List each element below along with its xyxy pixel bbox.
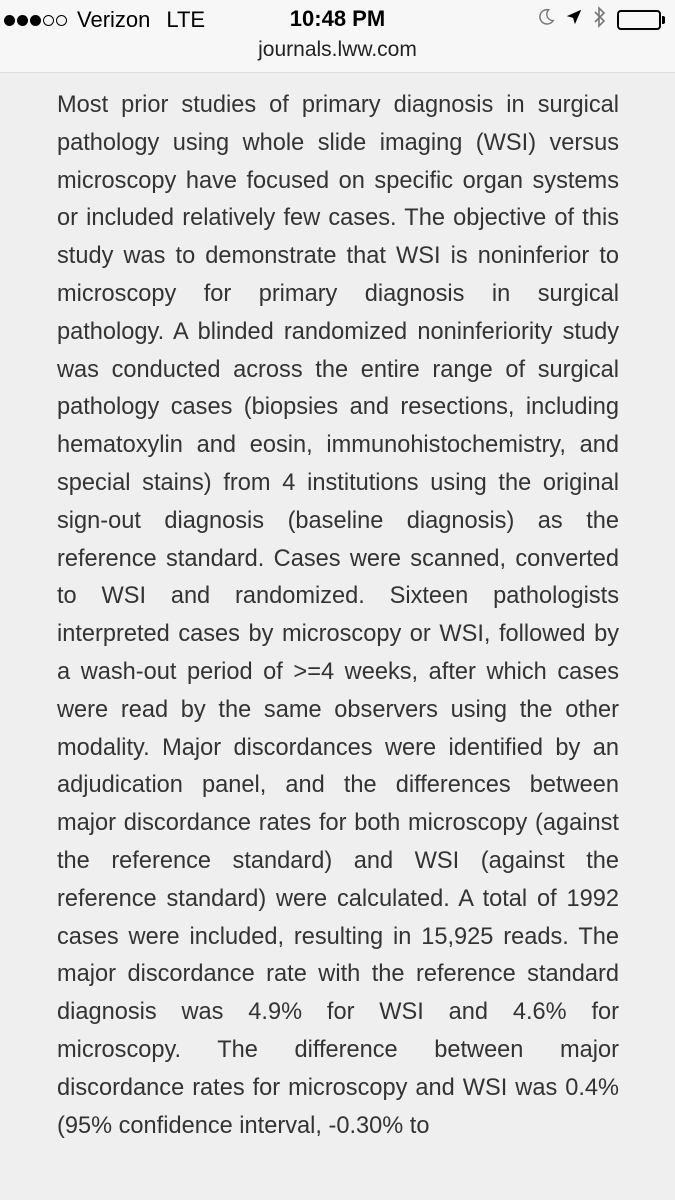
page-content [0,73,675,1200]
address-bar[interactable] [0,38,675,73]
moon-icon [537,8,555,31]
abstract-text: Most prior studies of primary diagnosis in surgical pathology using whole slide imaging (WSI) versus microscopy have focused on specific organ systems or included relatively few cases. The objective of this study was to demonstrate that WSI is noninferior to microscopy for primary diagnosis in surgical pathology. A blinded randomized noninferiority study was conducted across the entire range of surgical pathology cases (biopsies and resections, including hematoxylin and eosin, immunohistochemistry, and special stains) from 4 institutions using the original sign-out diagnosis (baseline diagnosis) as the reference standard. Cases were scanned, converted to WSI and randomized. Sixteen pathologists interpreted cases by microscopy or WSI, followed by a wash-out period of >=4 weeks, after which cases were read by the same observers using the other modality. Major discordances were identified by an adjudication panel, and the differences between major discordance rates for both microscopy (against the reference standard) and WSI (against the reference standard) were calculated. A total of 1992 cases were included, resulting in 15,925 reads. The major discordance rate with the reference standard diagnosis was 4.9% for WSI and 4.6% for microscopy. The difference between major discordance rates for microscopy and WSI was 0.4% (95% confidence interval, -0.30% to [57,92,619,1139]
status-icons [537,6,665,33]
carrier-name: Verizon [77,7,151,32]
network-type: LTE [166,7,206,32]
location-arrow-icon [565,8,583,31]
battery-icon [617,10,665,30]
status-bar [0,0,675,38]
url-text: journals.lww.com [258,38,417,61]
bluetooth-icon [593,6,607,33]
clock: 10:48 PM [289,6,386,31]
